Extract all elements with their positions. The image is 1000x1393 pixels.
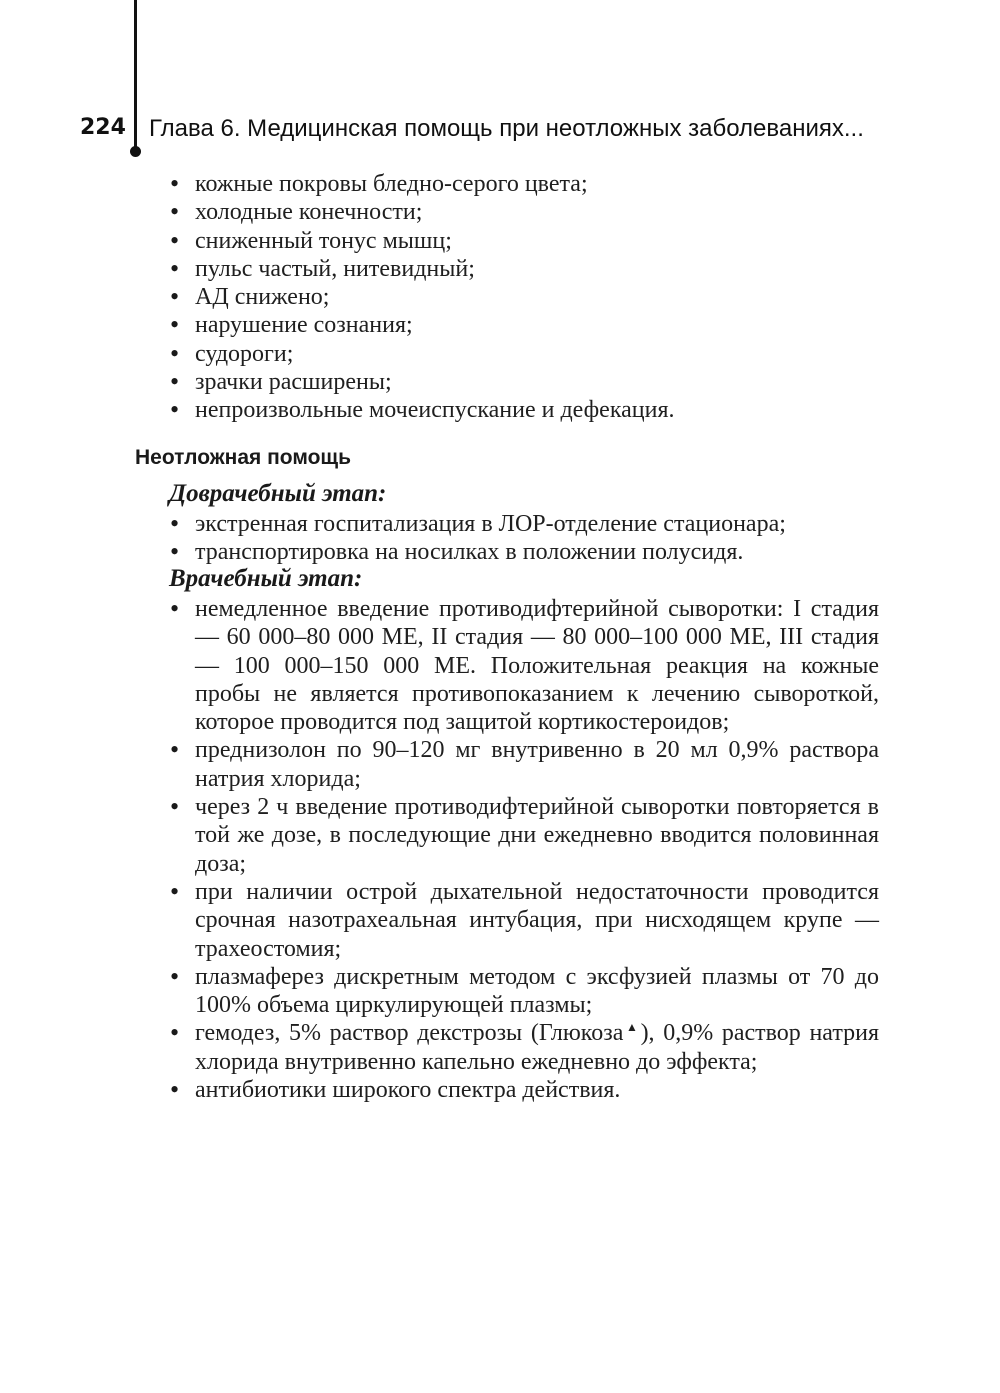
list-item: • через 2 ч введение противодифтерийной сыворотки повторяется в той же дозе, в последующие дни ежедневно вводится половинная доза; [195, 793, 879, 878]
hospital-stage-title: Врачебный этап: [169, 565, 363, 592]
list-item: • плазмаферез дискретным методом с эксфузией плазмы от 70 до 100% объема циркулирующей плазмы; [195, 963, 879, 1020]
list-item: • преднизолон по 90–120 мг внутривенно в 20 мл 0,9% раствора натрия хлорида; [195, 736, 879, 793]
list-item: • непроизвольные мочеиспускание и дефекация. [195, 396, 885, 424]
list-item: • экстренная госпитализация в ЛОР-отделение стационара; [195, 510, 885, 538]
section-heading: Неотложная помощь [135, 446, 352, 469]
margin-rule-dot [130, 146, 141, 157]
prehospital-stage-title: Доврачебный этап: [169, 480, 387, 507]
list-item: • транспортировка на носилках в положении полусидя. [195, 538, 885, 566]
page-number: 224 [80, 115, 126, 140]
triangle-mark-icon: ▲ [623, 1020, 641, 1035]
list-item: • немедленное введение противодифтерийной сыворотки: I стадия — 60 000–80 000 МЕ, II стадия — 80 000–100 000 МЕ, III стадия — 100 000–150 000 МЕ. Положительная реакция на кожные пробы не является противопоказанием к лечению сывороткой, которое проводится под защитой кортикостероидов; [195, 595, 879, 736]
prehospital-list [195, 510, 885, 567]
glucose-text-before: гемодез, 5% раствор декстрозы (Глюкоза [195, 1020, 624, 1047]
list-item: • сниженный тонус мышц; [195, 227, 885, 255]
running-head: Глава 6. Медицинская помощь при неотложных заболеваниях... [149, 115, 864, 142]
list-item: • судороги; [195, 340, 885, 368]
list-item: • зрачки расширены; [195, 368, 885, 396]
hospital-list [195, 595, 879, 1104]
list-item: • нарушение сознания; [195, 311, 885, 339]
glucose-list-item [195, 1019, 879, 1076]
list-item: • АД снижено; [195, 283, 885, 311]
glucose-text-after: ), 0,9% раствор натрия хлорида внутривенно капельно ежедневно до эффекта; [195, 1020, 879, 1075]
list-item: • антибиотики широкого спектра действия. [195, 1076, 879, 1104]
margin-rule [134, 0, 137, 152]
list-item: • кожные покровы бледно-серого цвета; [195, 170, 885, 198]
symptoms-list [195, 170, 885, 425]
list-item: • при наличии острой дыхательной недостаточности проводится срочная назотрахеальная интубация, при нисходящем крупе — трахеостомия; [195, 878, 879, 963]
list-item: • холодные конечности; [195, 198, 885, 226]
list-item: • пульс частый, нитевидный; [195, 255, 885, 283]
